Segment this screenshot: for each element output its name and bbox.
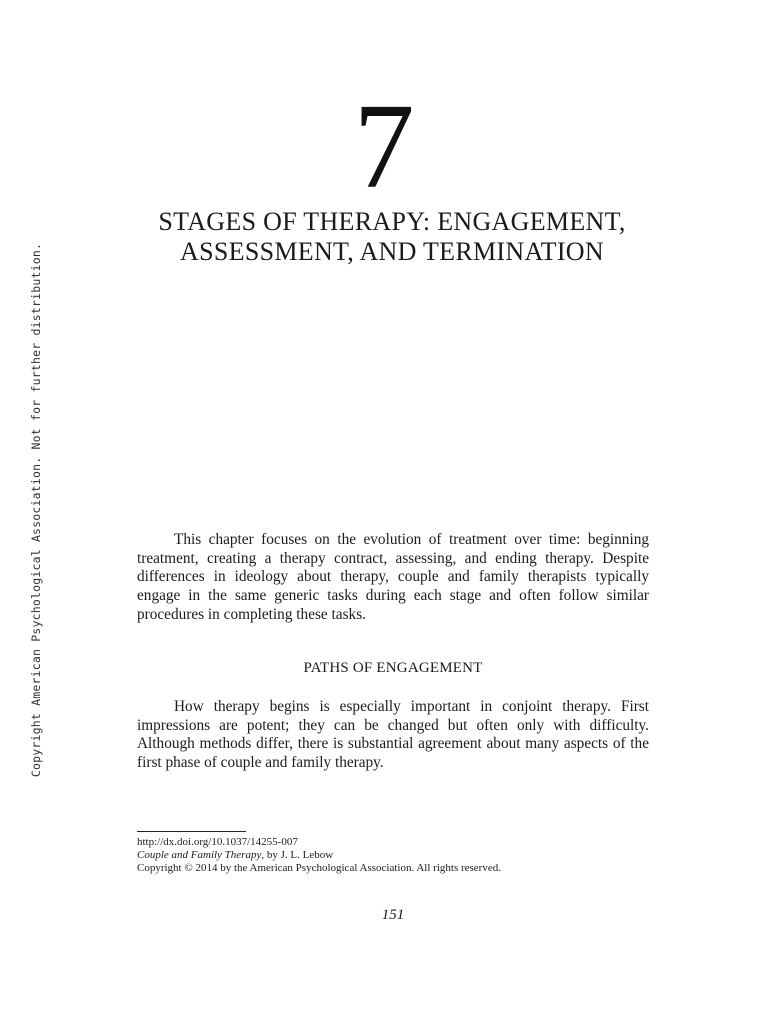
footnote-divider — [137, 831, 246, 832]
intro-paragraph: This chapter focuses on the evolution of treatment over time: beginning treatment, creating a therapy contract, assessing, and ending therapy. Despite differences in ideology about therapy, couple and family therapists typically engage in the same generic tasks during each stage and often follow similar procedures in completing these tasks. — [137, 531, 649, 623]
citation-line — [137, 849, 657, 862]
chapter-title — [100, 207, 684, 267]
copyright-line: Copyright © 2014 by the American Psychological Association. All rights reserved. — [137, 862, 501, 874]
chapter-title-line-1: STAGES OF THERAPY: ENGAGEMENT, — [158, 207, 626, 236]
footnote — [137, 836, 657, 875]
doi-link[interactable]: http://dx.doi.org/10.1037/14255-007 — [137, 836, 298, 848]
chapter-number: 7 — [353, 79, 415, 214]
copyright-side-note: Copyright American Psychological Association. Not for further distribution. — [29, 242, 43, 778]
book-title: Couple and Family Therapy — [137, 849, 262, 861]
page-number: 151 — [381, 907, 405, 923]
book-author: , by J. L. Lebow — [261, 849, 334, 861]
section-heading: PATHS OF ENGAGEMENT — [303, 660, 483, 676]
chapter-title-line-2: ASSESSMENT, AND TERMINATION — [180, 237, 604, 266]
section-paragraph: How therapy begins is especially important in conjoint therapy. First impressions are potent; they can be changed but often only with difficulty. Although methods differ, there is substantial agreement about many aspects of the first phase of couple and family therapy. — [137, 698, 649, 772]
